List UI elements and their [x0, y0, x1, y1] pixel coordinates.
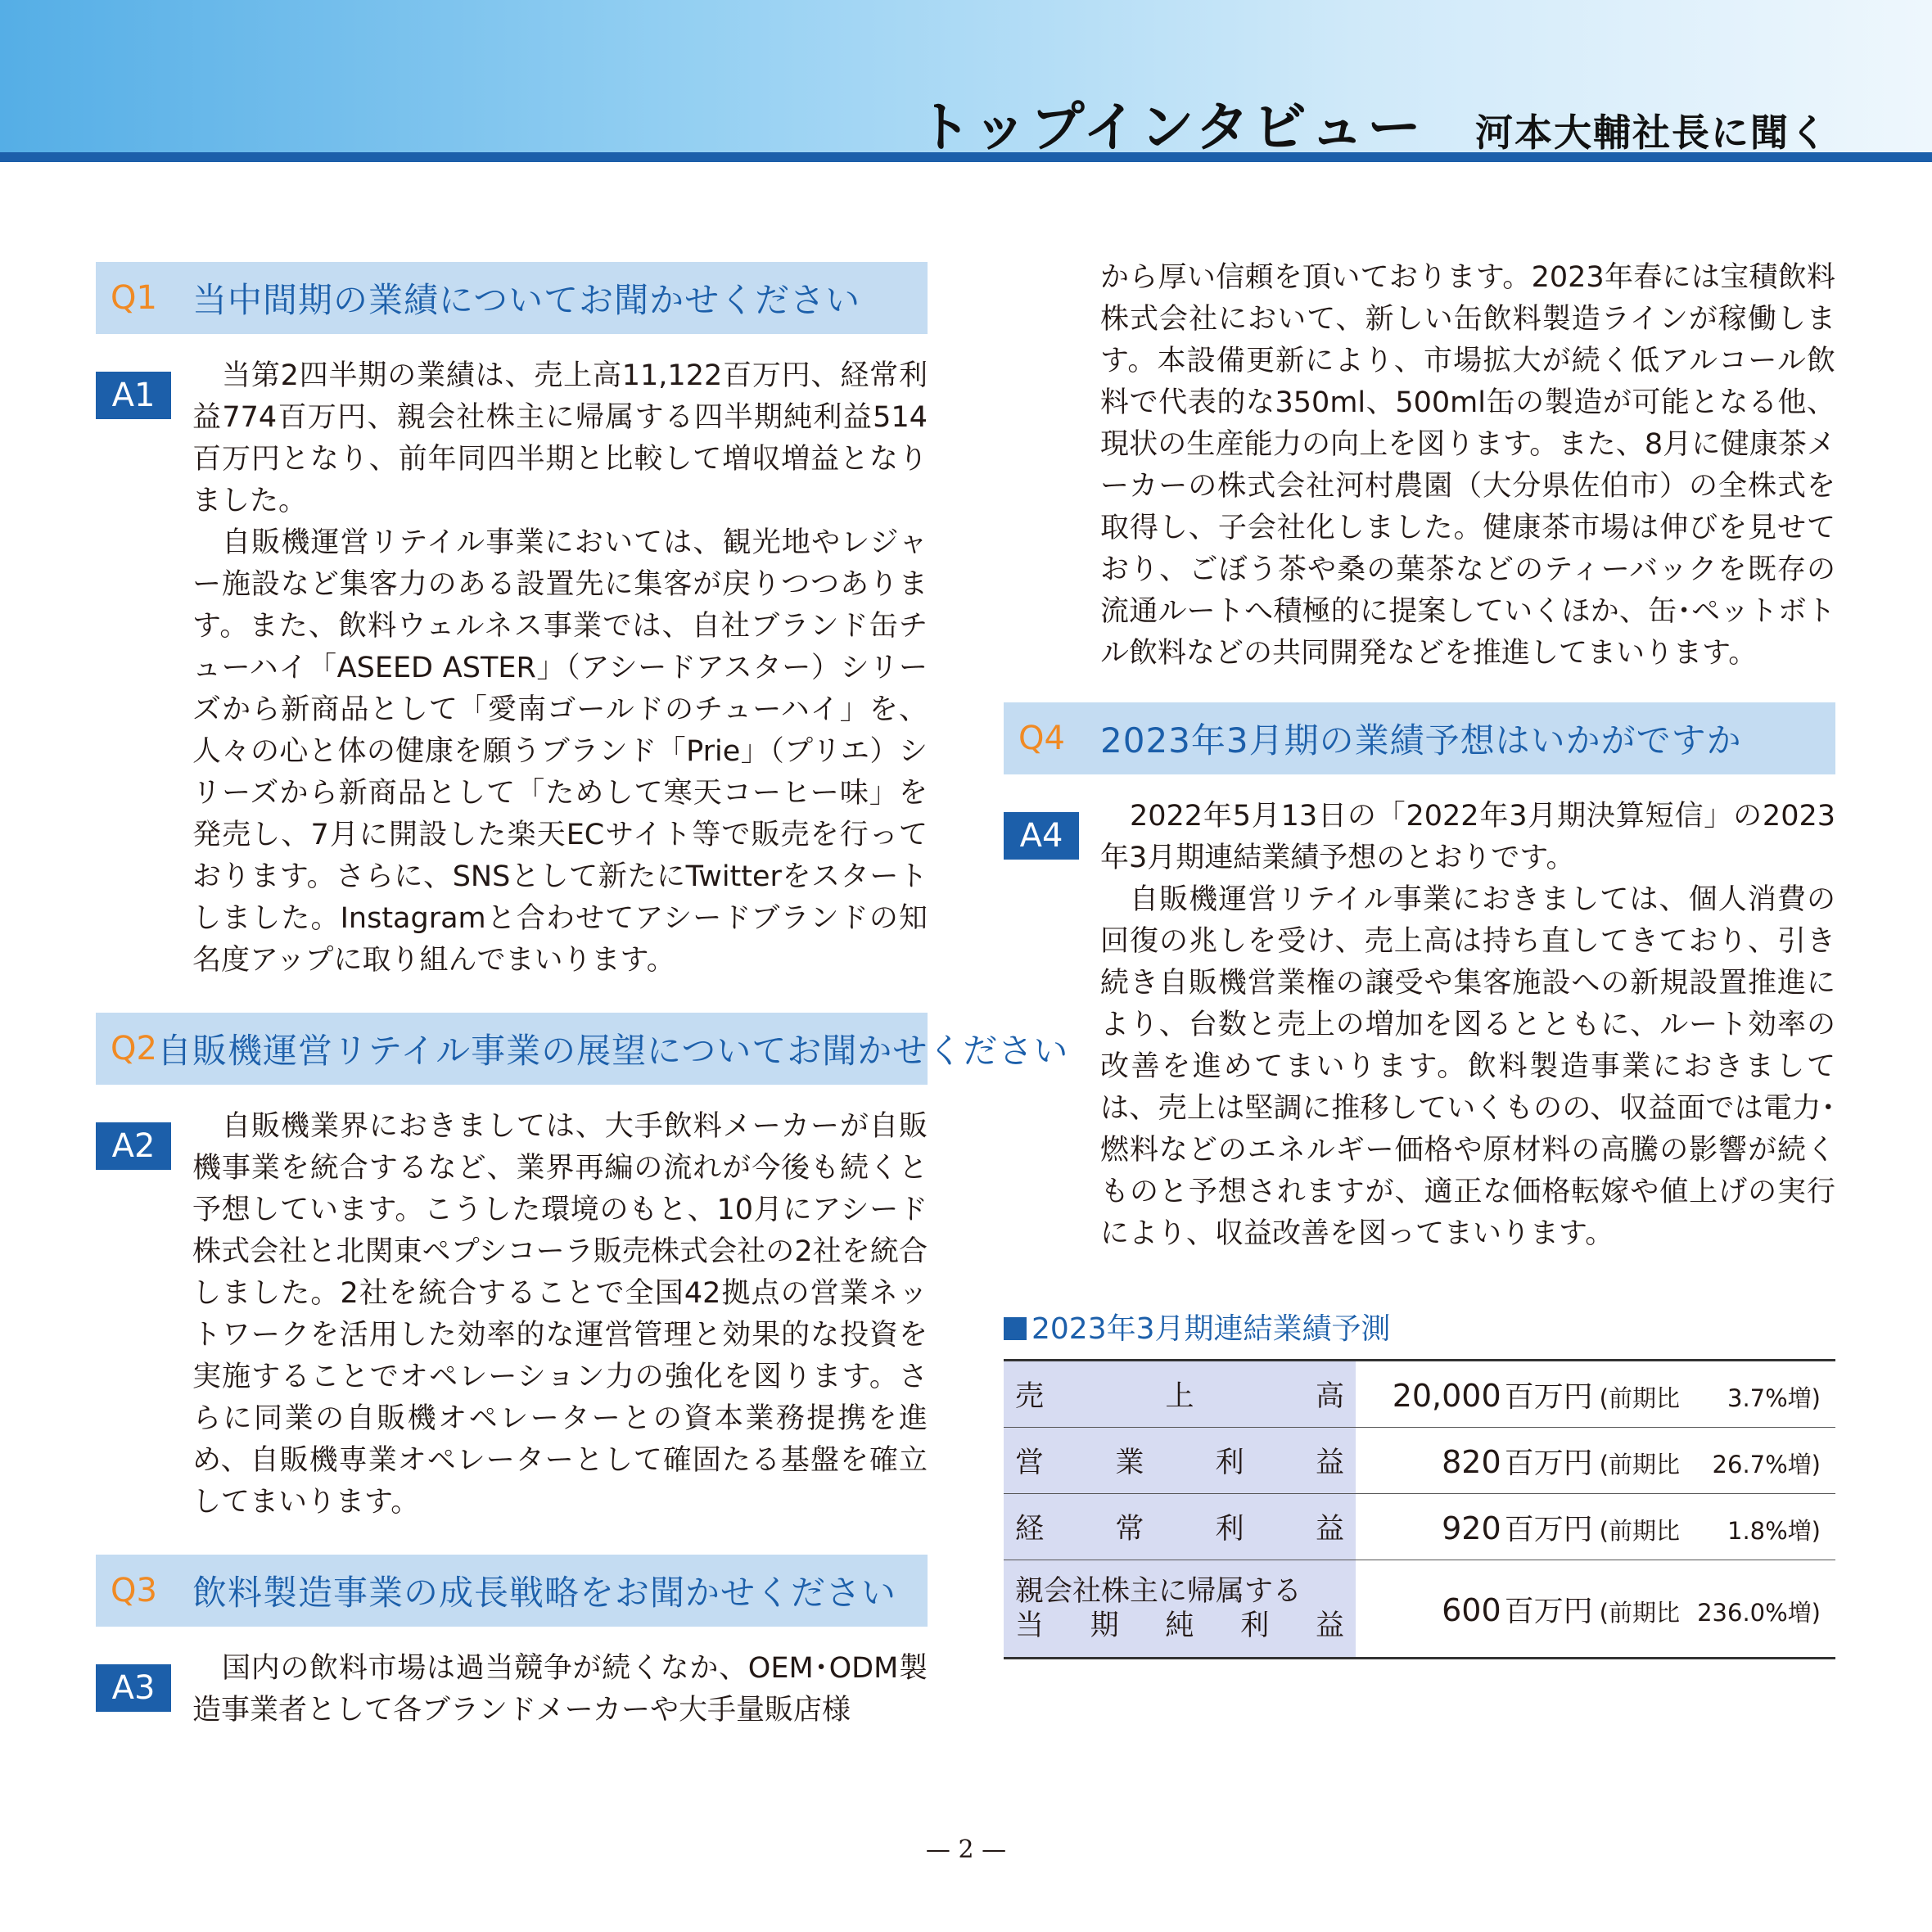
label-char: 高: [1315, 1380, 1344, 1413]
forecast-table: [1004, 1359, 1835, 1659]
row-value: [1356, 1494, 1835, 1560]
answer-badge: A3: [96, 1664, 171, 1712]
unit: 百万円: [1504, 1512, 1593, 1546]
answer-a3: [96, 1648, 928, 1731]
question-text: 当中間期の業績についてお聞かせください: [192, 280, 861, 320]
question-number: Q2: [111, 1030, 157, 1068]
answer-paragraph: 自販機運営リテイル事業におきましては、個人消費の回復の兆しを受け、売上高は持ち直してきており、引き続き自販機営業権の譲受や集客施設への新規設置推進により、台数と売上の増加を図るとともに、ルート効率の改善を進めてまいります。飲料製造事業におきましては、売上は堅調に推移していくものの、収益面では電力･燃料などのエネルギー価格や原材料の高騰の影響が続くものと予想されますが、適正な価格転嫁や値上げの実行により、収益改善を図ってまいります。: [1100, 883, 1835, 1250]
answer-a4: [1004, 796, 1835, 1255]
square-bullet-icon: [1004, 1317, 1027, 1340]
question-bar-q4: [1004, 702, 1835, 774]
label-char: 上: [1165, 1380, 1194, 1413]
right-column: [1004, 262, 1835, 1659]
question-bar-q2: [96, 1013, 1069, 1085]
answer-badge: A2: [96, 1122, 171, 1170]
question-bar-q3: [96, 1555, 928, 1627]
unit: 百万円: [1504, 1594, 1593, 1628]
table-row: [1004, 1361, 1835, 1428]
page-subtitle: 河本大輔社長に聞く: [1475, 111, 1829, 155]
label-char: 利: [1215, 1447, 1244, 1479]
forecast-title-text: 2023年3月期連結業績予測: [1031, 1312, 1391, 1346]
label-line: 親会社株主に帰属する: [1015, 1575, 1302, 1608]
answer-badge: A4: [1004, 812, 1079, 860]
question-text: 飲料製造事業の成長戦略をお聞かせください: [192, 1573, 897, 1613]
label-char: 純: [1165, 1609, 1194, 1642]
page-number: — 2 —: [925, 1835, 1007, 1864]
label-char: 期: [1090, 1609, 1119, 1642]
answer-paragraph: 自販機業界におきましては、大手飲料メーカーが自販機事業を統合するなど、業界再編の流れが今後も続くと予想しています。こうした環境のもと、10月にアシード株式会社と北関東ペプシコーラ販売株式会社の2社を統合しました。2社を統合することで全国42拠点の営業ネットワークを活用した効率的な運営管理と効果的な投資を実施することでオペレーション力の強化を図ります。さらに同業の自販機オペレーターとの資本業務提携を進め、自販機専業オペレーターとして確固たる基盤を確立してまいります。: [192, 1110, 928, 1519]
page-title: トップインタビュー: [917, 96, 1424, 159]
row-label: [1004, 1560, 1356, 1659]
answer-paragraph: から厚い信頼を頂いております。2023年春には宝積飲料株式会社において、新しい缶飲料製造ラインが稼働します。本設備更新により、市場拡大が続く低アルコール飲料で代表的な350ml、500ml缶の製造が可能となる他、現状の生産能力の向上を図ります。また、8月に健康茶メーカーの株式会社河村農園（大分県佐伯市）の全株式を取得し、子会社化しました。健康茶市場は伸びを見せており、ごぼう茶や桑の葉茶などのティーバックを既存の流通ルートへ積極的に提案していくほか、缶･ペットボトル飲料などの共同開発などを推進してまいります。: [1100, 261, 1835, 670]
question-text: 自販機運営リテイル事業の展望についてお聞かせください: [156, 1031, 1069, 1071]
compare-label: (前期比: [1599, 1516, 1680, 1545]
label-char: 当: [1015, 1609, 1045, 1642]
amount: 920: [1442, 1510, 1501, 1546]
row-value: [1356, 1361, 1835, 1428]
compare-label: (前期比: [1599, 1384, 1680, 1412]
answer-a3-continued: [1004, 257, 1835, 675]
row-value: [1356, 1428, 1835, 1494]
row-label: [1004, 1494, 1356, 1560]
label-char: 利: [1215, 1513, 1244, 1546]
answer-paragraph: 国内の飲料市場は過当競争が続くなか、OEM･ODM製造事業者として各ブランドメーカーや大手量販店様: [192, 1652, 928, 1727]
compare-label: (前期比: [1599, 1598, 1680, 1627]
table-row: [1004, 1428, 1835, 1494]
question-number: Q1: [111, 279, 157, 317]
compare-percent: 26.7%増): [1712, 1450, 1821, 1478]
label-char: 益: [1315, 1447, 1344, 1479]
label-char: 益: [1315, 1609, 1344, 1642]
label-char: 利: [1240, 1609, 1270, 1642]
label-char: 経: [1015, 1513, 1045, 1546]
label-char: 売: [1015, 1380, 1045, 1413]
unit: 百万円: [1504, 1446, 1593, 1480]
question-number: Q4: [1018, 720, 1065, 757]
compare-label: (前期比: [1599, 1450, 1680, 1478]
row-value: [1356, 1560, 1835, 1659]
amount: 20,000: [1392, 1377, 1501, 1414]
amount: 820: [1442, 1443, 1501, 1480]
question-bar-q1: [96, 262, 928, 334]
question-text: 2023年3月期の業績予想はいかがですか: [1100, 720, 1742, 761]
amount: 600: [1442, 1591, 1501, 1628]
compare-percent: 3.7%増): [1727, 1384, 1821, 1412]
answer-paragraph: 2022年5月13日の「2022年3月期決算短信」の2023年3月期連結業績予想のとおりです。: [1100, 800, 1835, 874]
table-row: [1004, 1494, 1835, 1560]
answer-paragraph: 自販機運営リテイル事業においては、観光地やレジャー施設など集客力のある設置先に集客が戻りつつあります。また、飲料ウェルネス事業では、自社ブランド缶チューハイ「ASEED ASTER」（アシードアスター）シリーズから新商品として「愛南ゴールドのチューハイ」を、人々の心と体の健康を願うブランド「Prie」（プリエ）シリーズから新商品として「ためして寒天コーヒー味」を発売し、7月に開設した楽天ECサイト等で販売を行っております。さらに、SNSとして新たにTwitterをスタートしました。Instagramと合わせてアシードブランドの知名度アップに取り組んでまいります。: [192, 526, 928, 977]
label-char: 業: [1115, 1447, 1144, 1479]
row-label: [1004, 1361, 1356, 1428]
label-char: 益: [1315, 1513, 1344, 1546]
answer-paragraph: 当第2四半期の業績は、売上高11,122百万円、経常利益774百万円、親会社株主に帰属する四半期純利益514百万円となり、前年同四半期と比較して増収増益となりました。: [192, 359, 928, 517]
label-char: 営: [1015, 1447, 1045, 1479]
answer-badge: A1: [96, 372, 171, 419]
unit: 百万円: [1504, 1379, 1593, 1414]
answer-a2: [96, 1106, 928, 1523]
forecast-title: [1004, 1306, 1835, 1347]
label-char: 常: [1115, 1513, 1144, 1546]
row-label: [1004, 1428, 1356, 1494]
compare-percent: 1.8%増): [1727, 1516, 1821, 1545]
table-row: [1004, 1560, 1835, 1659]
page-header: [918, 84, 1829, 157]
answer-a1: [96, 355, 928, 982]
compare-percent: 236.0%増): [1697, 1598, 1821, 1627]
question-number: Q3: [111, 1572, 157, 1609]
